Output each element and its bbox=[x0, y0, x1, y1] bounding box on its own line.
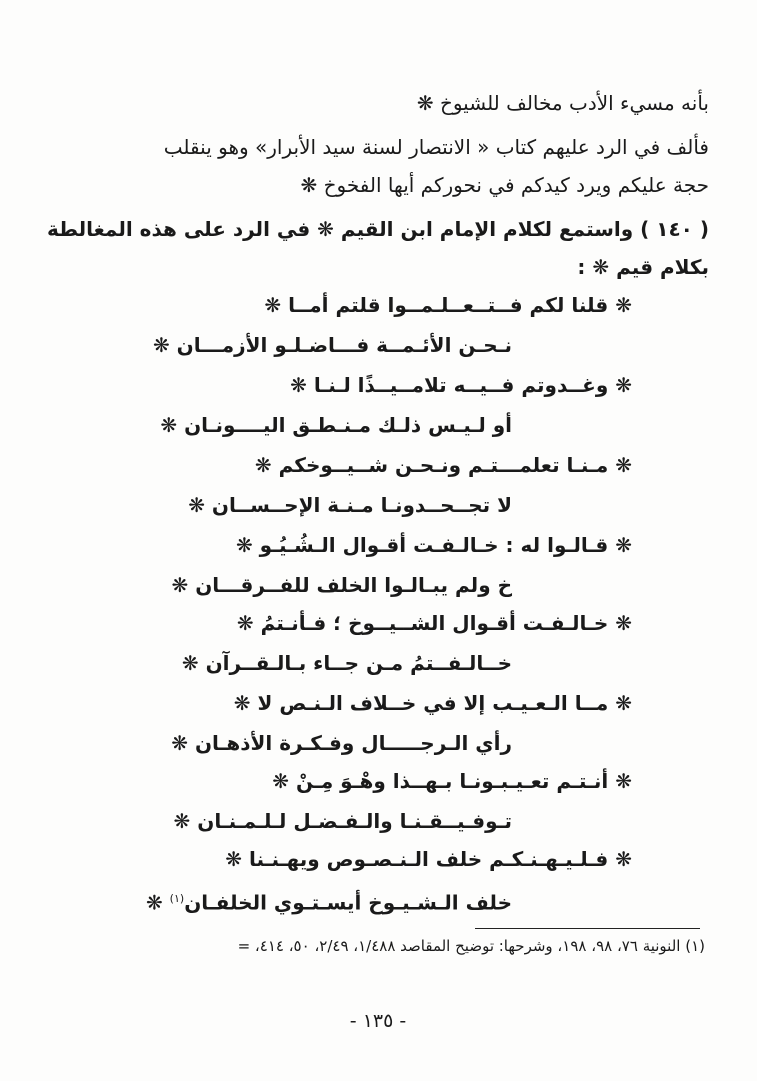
verse-8-first-hemistich: ❋ فـلـيـهـنـكـم خلف الـنـصـوص ويهـنـنا ❋ bbox=[225, 847, 632, 871]
footnote-reference-marker: (١) bbox=[169, 892, 185, 905]
paragraph-line-3: حجة عليكم ويرد كيدكم في نحوركم أيها الفخوخ ❋ bbox=[300, 173, 709, 197]
verse-5-first-hemistich: ❋ خـالـفـت أقـوال الشــيــوخ ؛ فـأنـتمُ ❋ bbox=[236, 611, 632, 635]
verse-3-first-hemistich: ❋ مـنـا تعلمـــتـم ونـحـن شــيــوخكم ❋ bbox=[254, 453, 632, 477]
paragraph-line-5: بكلام قيم ❋ : bbox=[577, 255, 709, 279]
verse-6-second-hemistich: رأي الـرجـــــال وفـكـرة الأذهـان ❋ bbox=[171, 731, 512, 755]
paragraph-line-4: ( ١٤٠ ) واستمع لكلام الإمام ابن القيم ❋ في الرد على هذه المغالطة bbox=[46, 217, 709, 241]
page-number: - ١٣٥ - bbox=[349, 1010, 407, 1032]
verse-5-second-hemistich: خــالـفــتمُ مـن جــاء بـالـقــرآن ❋ bbox=[181, 651, 512, 675]
verse-2-first-hemistich: ❋ وغــدوتم فــيــه تلامــيــذًا لـنـا ❋ bbox=[290, 373, 632, 397]
verse-1-first-hemistich: ❋ قلنا لكم فــتــعــلـمــوا قلتم أمــا ❋ bbox=[264, 293, 632, 317]
verse-2-second-hemistich: أو لـيـس ذلـك مـنـطـق اليــــونـان ❋ bbox=[160, 413, 512, 437]
footnote-divider bbox=[475, 928, 700, 929]
verse-8-second-text: خلف الـشـيـوخ أيسـتـوي الخلفـان bbox=[184, 890, 512, 915]
verse-4-first-hemistich: ❋ قـالـوا له : خـالـفـت أقـوال الـشُـيُـو ❋ bbox=[235, 533, 632, 557]
verse-7-first-hemistich: ❋ أنـتـم تعـيـبـونـا بـهــذا وهْـوَ مِـنْ ❋ bbox=[272, 769, 632, 793]
footnote-text: (١) النونية ٧٦، ٩٨، ١٩٨، وشرحها: توضيح المقاصد ١/٤٨٨، ٢/٤٩، ٥٠، ٤١٤، = bbox=[237, 937, 705, 955]
paragraph-line-1: بأنه مسيء الأدب مخالف للشيوخ ❋ bbox=[416, 91, 709, 115]
verse-4-second-hemistich: خ ولم يبـالـوا الخلف للفــرقـــان ❋ bbox=[171, 573, 512, 597]
verse-7-second-hemistich: تـوفـيــقـنـا والـفـضـل لـلـمـنـان ❋ bbox=[173, 809, 512, 833]
verse-3-second-hemistich: لا تجــحــدونـا مـنـة الإحــســان ❋ bbox=[188, 493, 512, 517]
verse-6-first-hemistich: ❋ مــا الـعـيـب إلا في خــلاف الـنـص لا ❋ bbox=[233, 691, 632, 715]
paragraph-line-2: فألف في الرد عليهم كتاب « الانتصار لسنة سيد الأبرار» وهو ينقلب bbox=[163, 135, 709, 159]
verse-8-second-hemistich: خلف الـشـيـوخ أيسـتـوي الخلفـان$^{(١)}$ ❋ bbox=[145, 890, 512, 915]
verse-1-second-hemistich: نـحـن الأئـمــة فـــاضـلـو الأزمـــان ❋ bbox=[152, 333, 512, 357]
